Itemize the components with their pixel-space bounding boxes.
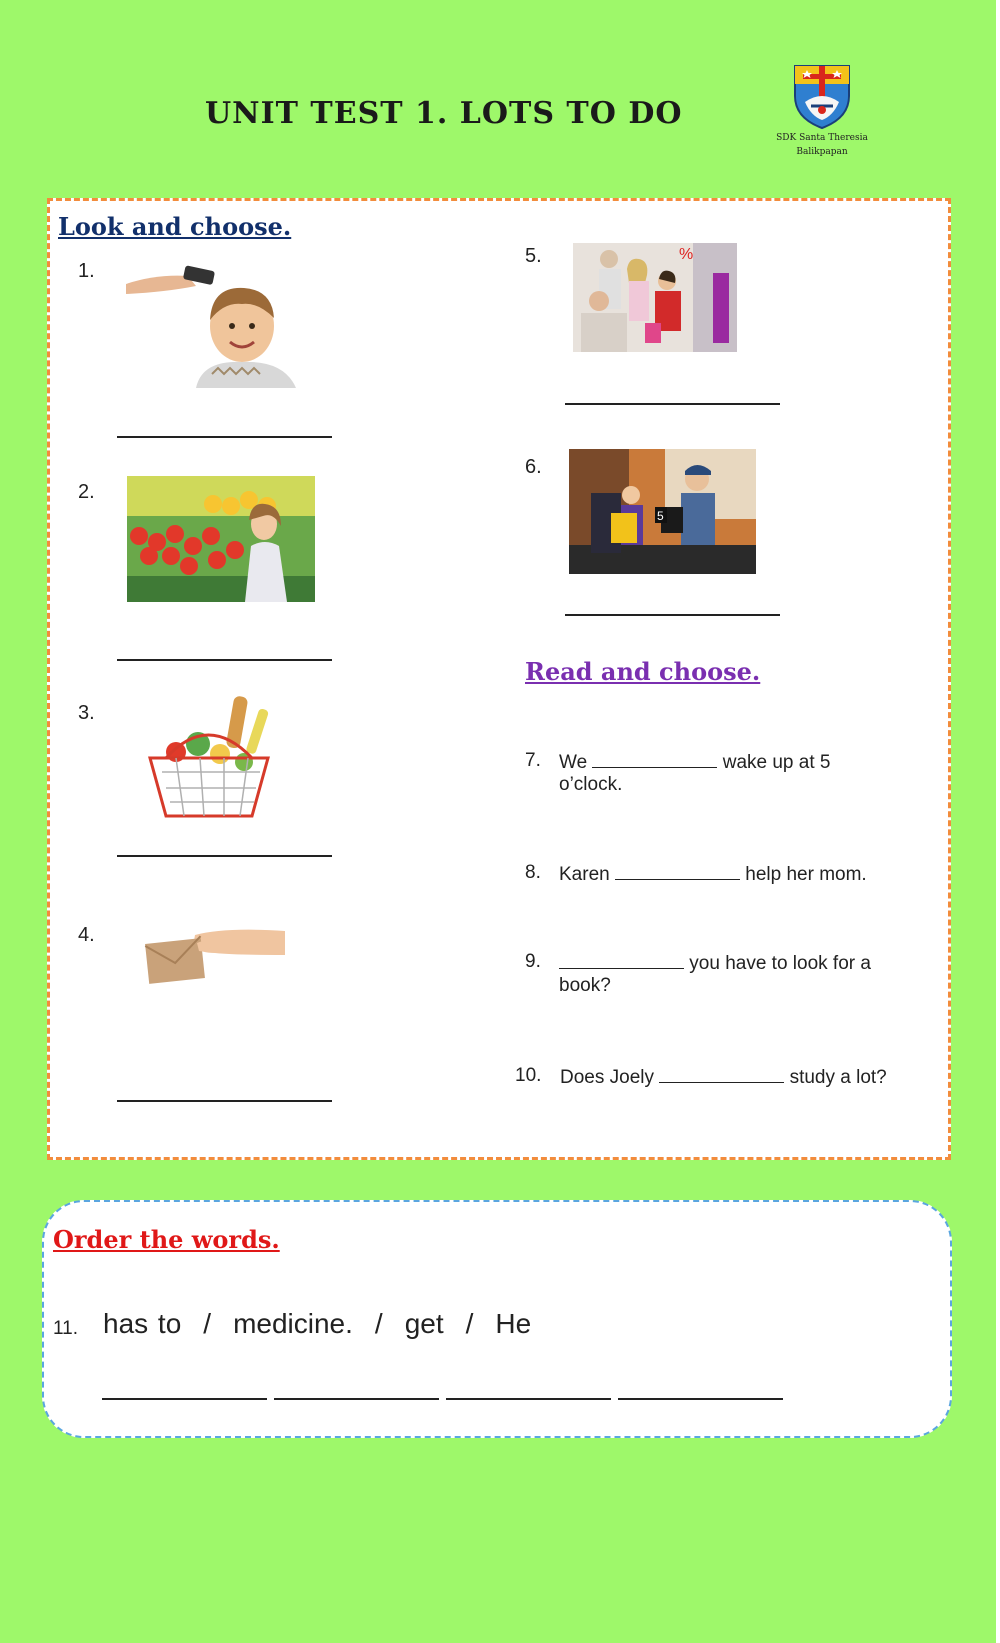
answer-blank[interactable] [615,861,740,880]
question-text-after: study a lot? [789,1067,887,1088]
answer-slot[interactable] [446,1398,611,1400]
school-crest-icon [789,60,855,130]
question-number: 10. [515,1065,542,1086]
item-number: 6. [525,456,542,478]
word-chip[interactable]: medicine. [233,1308,353,1339]
word-chip[interactable]: has to [103,1308,182,1339]
word-separator: / [374,1308,383,1339]
girl-fruit-market-photo [127,476,315,602]
answer-blank[interactable] [592,749,717,768]
question-number: 8. [525,862,541,883]
read-and-choose-heading: Read and choose. [525,657,761,686]
question-text-after: help her mom. [745,864,867,885]
family-shopping-photo [573,243,737,352]
word-chip[interactable]: get [404,1308,444,1339]
word-separator: / [203,1308,212,1339]
question-7 [525,749,905,799]
question-text-before: Does Joely [560,1067,654,1088]
question-text-after: you have to look for a [689,953,871,974]
question-10 [515,1064,915,1090]
answer-line[interactable] [117,1100,332,1102]
question-9 [525,950,905,1000]
answer-line[interactable] [117,436,332,438]
question-text-before: We [559,752,588,773]
page-edge [996,0,1000,1643]
question-text-line2: book? [559,975,611,996]
question-text-before: Karen [559,864,610,885]
item-number: 3. [78,702,95,724]
answer-line[interactable] [117,855,332,857]
answer-slot[interactable] [274,1398,439,1400]
school-logo [772,60,872,158]
answer-line[interactable] [117,659,332,661]
answer-line[interactable] [565,403,780,405]
answer-line[interactable] [565,614,780,616]
question-number: 11. [53,1318,79,1339]
school-name: SDK Santa Theresia [776,133,868,143]
question-text-line2: o’clock. [559,774,623,795]
item-number: 5. [525,245,542,267]
answer-slot[interactable] [618,1398,783,1400]
boy-haircut-photo [126,262,306,388]
answer-blank[interactable] [559,950,684,969]
answer-slot[interactable] [102,1398,267,1400]
word-chip[interactable]: He [495,1308,532,1339]
answer-blank[interactable] [659,1064,784,1083]
item-number: 1. [78,260,95,282]
svg-text:%: % [679,246,694,263]
question-text-after: wake up at 5 [722,752,831,773]
question-8 [525,861,905,887]
look-and-choose-heading: Look and choose. [58,212,292,241]
order-the-words-heading: Order the words. [53,1225,280,1254]
item-number: 4. [78,924,95,946]
school-city: Balikpapan [796,147,848,157]
word-separator: / [465,1308,474,1339]
cashier-checkout-photo [569,449,756,574]
scrambled-words [103,1308,531,1340]
item-number: 2. [78,481,95,503]
svg-text:5: 5 [657,509,664,523]
question-number: 9. [525,951,541,972]
page-title: UNIT TEST 1. LOTS TO DO [205,96,683,131]
question-number: 7. [525,750,541,771]
grocery-basket-photo [136,692,280,826]
hand-envelope-photo [135,913,287,991]
